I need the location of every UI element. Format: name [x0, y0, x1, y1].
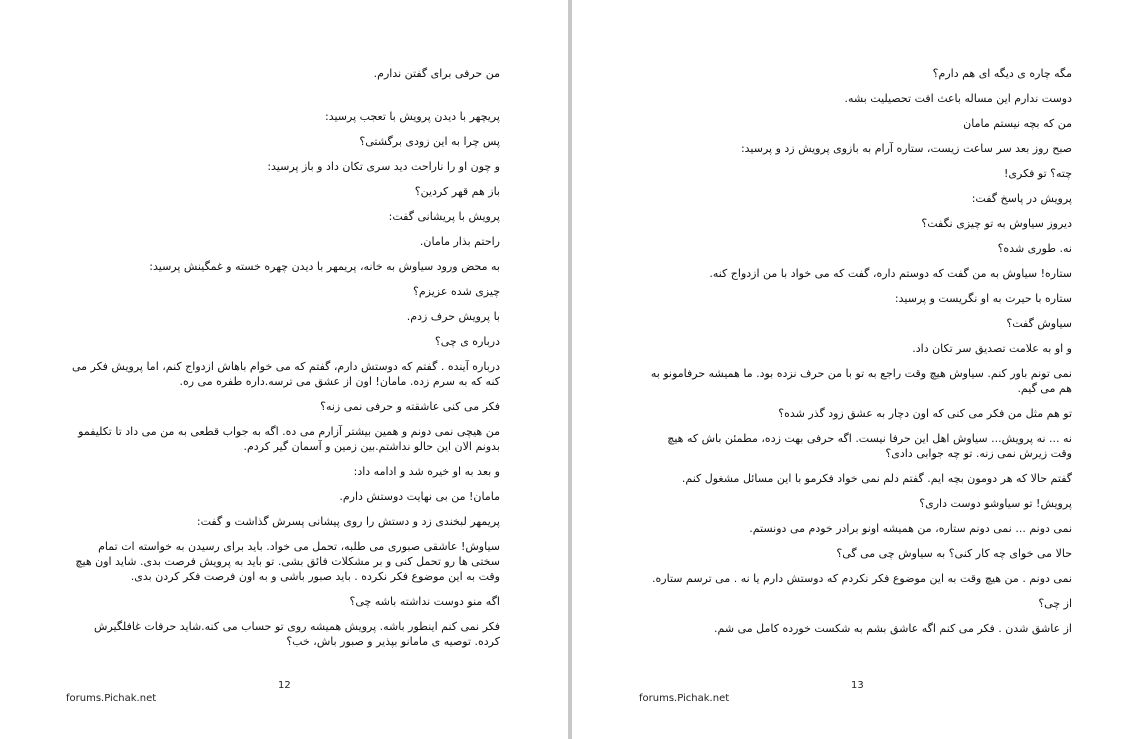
paragraph: راحتم بذار مامان. — [419, 235, 500, 248]
paragraph: دوست ندارم این مساله باعث افت تحصیلیت بشه. — [844, 92, 1072, 105]
paragraph: و بعد به او خیره شد و ادامه داد: — [353, 465, 500, 478]
paragraph: درباره ی چی؟ — [434, 335, 500, 348]
paragraph: من که بچه نیستم مامان — [963, 117, 1072, 130]
paragraph: از عاشق شدن . فکر می کنم اگه عاشق بشم به شکست خورده کامل می شم. — [714, 622, 1072, 635]
page-right — [572, 0, 1142, 739]
paragraph: پریچهر با دیدن پرویش با تعجب پرسید: — [325, 110, 500, 123]
page-body-left — [66, 66, 500, 659]
paragraph: باز هم قهر کردین؟ — [414, 185, 500, 198]
paragraph: پس چرا به این زودی برگشتی؟ — [359, 135, 500, 148]
paragraph: و او به علامت تصدیق سر تکان داد. — [912, 342, 1072, 355]
page-number-left: 12 — [278, 680, 291, 691]
page-left — [0, 0, 568, 739]
paragraph: گفتم حالا که هر دومون بچه ایم. گفتم دلم نمی خواد فکرمو با این مسائل مشغول کنم. — [681, 472, 1072, 485]
paragraph: ستاره! سیاوش به من گفت که دوستم داره، گفت که می خواد با من ازدواج کنه. — [709, 267, 1072, 280]
paragraph: فکر می کنی عاشقته و حرفی نمی زنه؟ — [320, 400, 500, 413]
paragraph: ستاره با حیرت به او نگریست و پرسید: — [894, 292, 1072, 305]
paragraph: نمی دونم . من هیچ وقت به این موضوع فکر نکردم که دوستش دارم یا نه . می ترسم ستاره. — [652, 572, 1072, 585]
paragraph: سیاوش! عاشقی صبوری می طلبه، تحمل می خواد. باید برای رسیدن به خواسته ات تمام سختی ها رو تحمل کنی و بر مشکلات فائق بشی. تو باید به پرویش فرصت بدی. شاید اون هیچ وقت به این موضوع فکر نکرده . باید صبور باشی و به اون فرصت فکر کردن بدی. — [75, 540, 500, 583]
paragraph-gap — [66, 91, 500, 109]
paragraph: با پرویش حرف زدم. — [406, 310, 500, 323]
paragraph: من هیچی نمی دونم و همین بیشتر آزارم می ده. اگه به جواب قطعی به من می داد تا تکلیفمو بدونم الان این حالو نداشتم.بین زمین و آسمان گیر کردم. — [78, 425, 500, 453]
paragraph: چته؟ تو فکری! — [1003, 167, 1072, 180]
page-number-right: 13 — [851, 680, 864, 691]
footer-right: forums.Pichak.net — [639, 693, 730, 704]
paragraph: فکر نمی کنم اینطور باشه. پرویش همیشه روی تو حساب می کنه.شاید حرفات غافلگیرش کرده. توصیه ی مامانو بپذیر و صبور باش، خب؟ — [94, 620, 500, 648]
paragraph: صبح روز بعد سر ساعت زیست، ستاره آرام به بازوی پرویش زد و پرسید: — [740, 142, 1072, 155]
paragraph: دیروز سیاوش به تو چیزی نگفت؟ — [921, 217, 1072, 230]
paragraph: نه ... نه پرویش... سیاوش اهل این حرفا نیست. اگه حرفی بهت زده، مطمئن باش که هیچ وقت زیرش نمی زنه. تو چه جوابی دادی؟ — [667, 432, 1072, 460]
paragraph: نه. طوری شده؟ — [997, 242, 1072, 255]
paragraph: پرویش! تو سیاوشو دوست داری؟ — [919, 497, 1072, 510]
paragraph: تو هم مثل من فکر می کنی که اون دچار به عشق زود گذر شده؟ — [778, 407, 1072, 420]
paragraph: از چی؟ — [1038, 597, 1072, 610]
paragraph: پریمهر لبخندی زد و دستش را روی پیشانی پسرش گذاشت و گفت: — [196, 515, 500, 528]
paragraph: و چون او را ناراحت دید سری تکان داد و باز پرسید: — [267, 160, 500, 173]
paragraph: پرویش با پریشانی گفت: — [388, 210, 500, 223]
paragraph: اگه منو دوست نداشته باشه چی؟ — [349, 595, 500, 608]
paragraph: چیزی شده عزیزم؟ — [413, 285, 500, 298]
page-body-right — [646, 66, 1072, 646]
paragraph: به محض ورود سیاوش به خانه، پریمهر با دیدن چهره خسته و غمگینش پرسید: — [149, 260, 500, 273]
paragraph: نمی دونم ... نمی دونم ستاره، من همیشه اونو برادر خودم می دونستم. — [749, 522, 1072, 535]
paragraph: حالا می خوای چه کار کنی؟ به سیاوش چی می گی؟ — [836, 547, 1072, 560]
paragraph: من حرفی برای گفتن ندارم. — [373, 67, 500, 80]
paragraph: پرویش در پاسخ گفت: — [971, 192, 1072, 205]
paragraph: مگه چاره ی دیگه ای هم دارم؟ — [932, 67, 1072, 80]
paragraph: نمی تونم باور کنم. سیاوش هیچ وقت راجع به تو با من حرف نزده بود. ما همیشه حرفامونو به هم می گیم. — [650, 367, 1072, 395]
paragraph: مامان! من بی نهایت دوستش دارم. — [339, 490, 500, 503]
paragraph: درباره آینده . گفتم که دوستش دارم، گفتم که می خوام باهاش ازدواج کنم، اما پرویش فکر می کنه که به سرم زده. مامان! اون از عشق می ترسه.داره طفره می ره. — [71, 360, 500, 388]
paragraph: سیاوش گفت؟ — [1006, 317, 1072, 330]
footer-left: forums.Pichak.net — [66, 693, 157, 704]
